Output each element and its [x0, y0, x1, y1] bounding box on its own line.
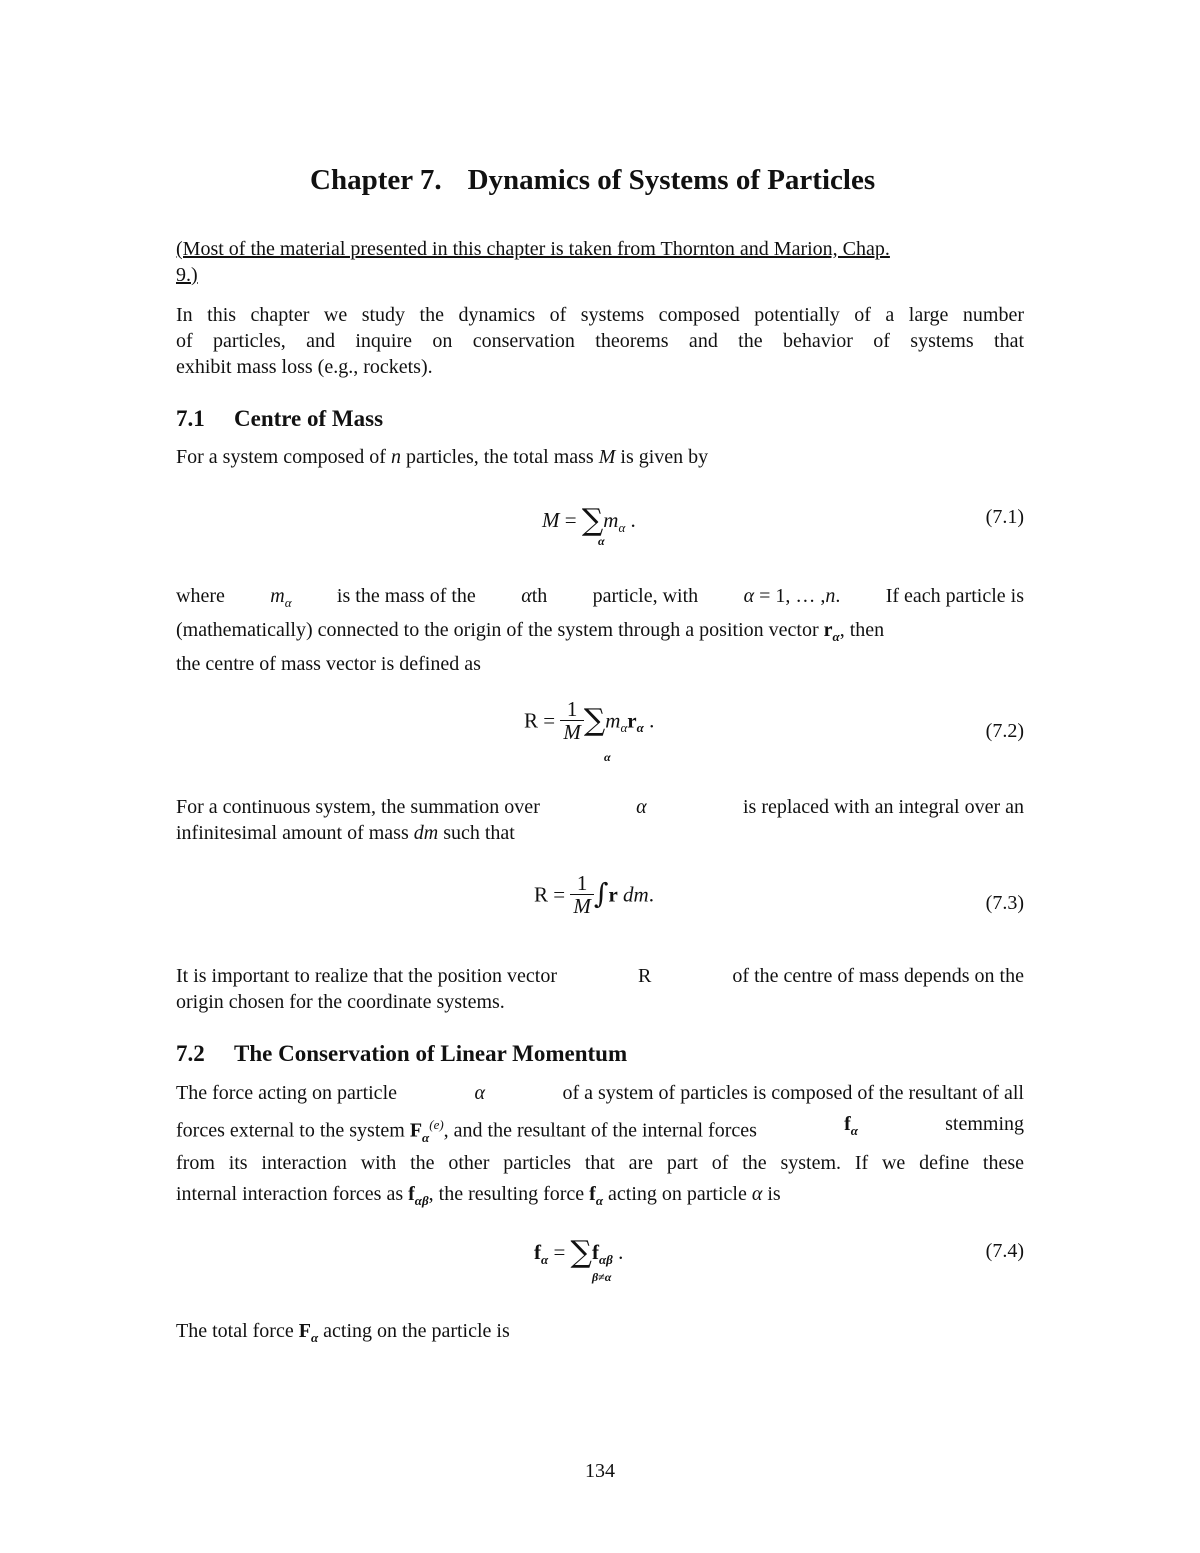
- section-7-2-para1: [176, 1078, 1024, 1211]
- sum-index-alpha: α: [598, 534, 605, 548]
- alpha-range: α = 1, … ,n.: [743, 585, 841, 607]
- text-run: (mathematically) connected to the origin of the system through a position vector $r_\alpha$, then: [176, 619, 885, 644]
- page-number: 134: [585, 1460, 615, 1482]
- symbol-alpha: α: [474, 1082, 485, 1104]
- symbol-f-alpha: $f_\alpha$: [844, 1113, 858, 1138]
- text-run: is given by: [620, 446, 709, 468]
- section-title: The Conservation of Linear Momentum: [234, 1041, 628, 1066]
- section-7-1-para3: [176, 794, 1024, 846]
- equation-7-2: R = $\frac{1}{M}$ $\sum m_\alpha r_\alpha$ .: [524, 697, 655, 744]
- symbol-n: n: [390, 446, 401, 468]
- symbol-alpha-th: αth: [521, 585, 548, 607]
- section-7-1-para1: [176, 444, 1024, 470]
- text-run: particles, the total mass: [405, 446, 594, 468]
- text-run: It is important to realize that the position vector: [176, 965, 558, 987]
- sum-index-alpha: α: [604, 750, 611, 764]
- s72-line2: [176, 1109, 1024, 1148]
- section-title: Centre of Mass: [234, 406, 384, 431]
- text-run: forces external to the system $F_\alpha^{(e)}$, and the resultant of the internal forces: [176, 1117, 757, 1145]
- text-run: is the mass of the: [336, 585, 476, 607]
- intro-paragraph: [176, 302, 1024, 380]
- fraction-1-over-M: $\frac{1}{M}$: [560, 698, 584, 743]
- section-number: 7.2: [176, 1041, 205, 1066]
- section-7-1-para2: [176, 580, 1024, 681]
- text-run: is replaced with an integral over an: [742, 796, 1024, 818]
- text-run: The force acting on particle: [176, 1082, 397, 1104]
- chapter-subject: Dynamics of Systems of Particles: [467, 164, 876, 196]
- equation-number-7-4: (7.4): [985, 1240, 1024, 1262]
- equation-number-7-3: (7.3): [985, 892, 1024, 914]
- intro-line2: of particles, and inquire on conservation theorems and the behavior of systems that: [176, 330, 1024, 352]
- equation-7-1: $M = \sum m_\alpha$ .: [542, 503, 636, 538]
- source-note-line2: 9.): [176, 264, 198, 286]
- s72-line1: [176, 1078, 1024, 1109]
- text-run: particle, with: [592, 585, 699, 607]
- text-run: For a continuous system, the summation over: [176, 796, 540, 818]
- para2-line1: [176, 580, 1024, 614]
- equation-number-7-1: (7.1): [985, 506, 1024, 528]
- text-run: where: [176, 585, 225, 607]
- section-7-2-para2: The total force $F_\alpha$ acting on the particle is: [176, 1320, 510, 1345]
- section-7-1-heading: [176, 406, 383, 432]
- sum-index-beta-neq-alpha: β≠α: [592, 1270, 612, 1284]
- chapter-title: [310, 164, 875, 197]
- s72-line3: from its interaction with the other particles that are part of the system. If we define these: [176, 1151, 1024, 1174]
- para3-line2: infinitesimal amount of mass dm such that: [176, 822, 515, 844]
- section-7-1-para4: [176, 963, 1024, 1015]
- s72-line4: internal interaction forces as $f_{\alpha\beta}$, the resulting force $f_\alpha$ acting on particle α is: [176, 1182, 781, 1208]
- text-run: stemming: [945, 1113, 1024, 1135]
- source-note: [176, 236, 1024, 288]
- text-run: For a system composed of: [176, 446, 386, 468]
- para2-line2: [176, 614, 1024, 648]
- para3-line1: [176, 794, 1024, 820]
- fraction-1-over-M: $\frac{1}{M}$: [570, 872, 594, 917]
- section-7-2-heading: [176, 1041, 627, 1067]
- intro-line1: In this chapter we study the dynamics of systems composed potentially of a large number: [176, 304, 1024, 326]
- text-run: If each particle is: [885, 585, 1024, 607]
- chapter-number: Chapter 7.: [310, 164, 442, 196]
- para4-line2: origin chosen for the coordinate systems.: [176, 991, 505, 1013]
- symbol-M: M: [598, 446, 616, 468]
- para2-line3: the centre of mass vector is defined as: [176, 653, 481, 675]
- equation-number-7-2: (7.2): [985, 720, 1024, 742]
- section-number: 7.1: [176, 406, 205, 431]
- symbol-m-alpha: $m_\alpha$: [270, 585, 292, 610]
- symbol-R: R: [638, 965, 652, 987]
- intro-line3: exhibit mass loss (e.g., rockets).: [176, 356, 433, 378]
- text-run: of a system of particles is composed of the resultant of all: [562, 1082, 1024, 1104]
- equation-7-4: $f_\alpha = \sum f_{\alpha\beta}$ .: [534, 1235, 624, 1270]
- equation-7-3: R = $\frac{1}{M}$ ∫r dm.: [534, 871, 654, 918]
- source-note-line1: (Most of the material presented in this chapter is taken from Thornton and Marion, Chap.: [176, 238, 890, 260]
- text-run: of the centre of mass depends on the: [732, 965, 1024, 987]
- para4-line1: [176, 963, 1024, 989]
- symbol-alpha: α: [636, 796, 647, 818]
